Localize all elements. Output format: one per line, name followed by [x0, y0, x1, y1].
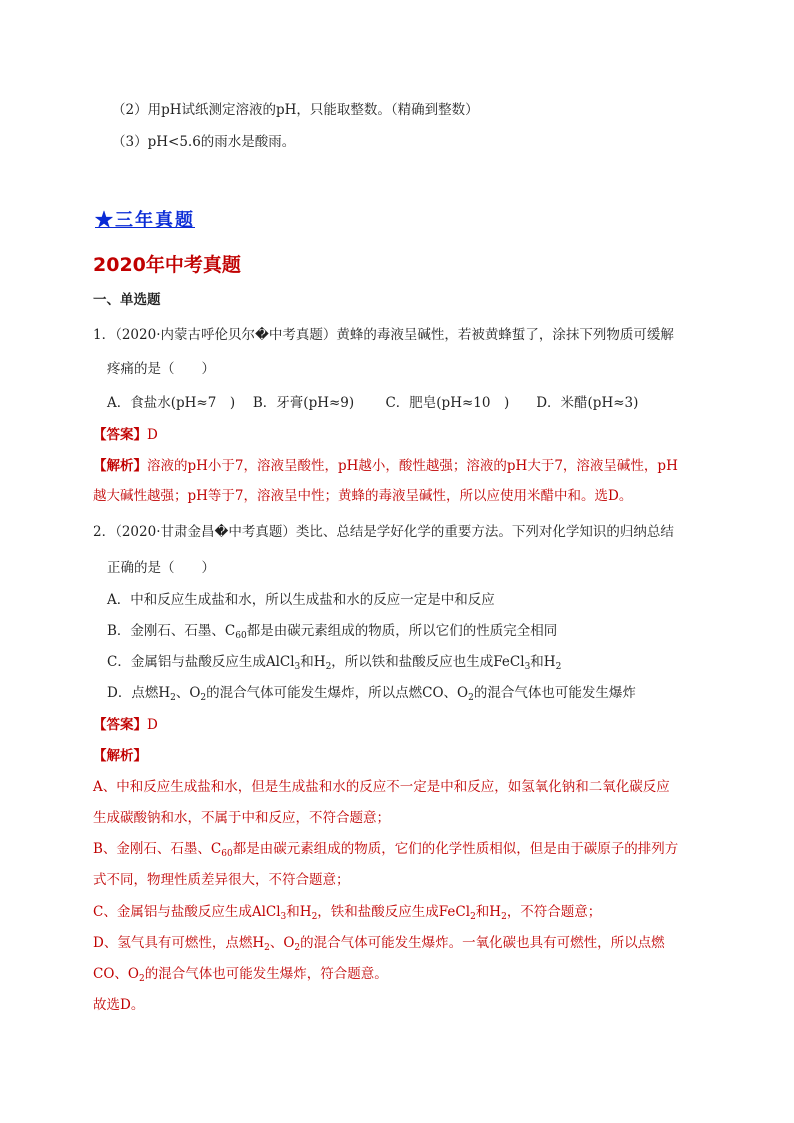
section-title: ★三年真题: [95, 210, 195, 231]
note-3: （3）pH<5.6的雨水是酸雨。: [112, 134, 296, 150]
q2-analysis-tag: 【解析】: [93, 748, 147, 764]
q2-exp-d-line1: D、氢气具有可燃性，点燃$H_2$、$O_2$的混合气体可能发生爆炸。一氧化碳也具有可燃性，所以点燃: [93, 935, 665, 953]
q1-answer: [93, 426, 158, 444]
q1-stem-line2: 疼痛的是（ ）: [107, 361, 215, 377]
answer-value: D: [147, 427, 158, 443]
q2-exp-a-line1: A、中和反应生成盐和水，但是生成盐和水的反应不一定是中和反应，如氢氧化钠和二氧化碳反应: [93, 779, 670, 795]
answer-value: D: [147, 717, 158, 733]
q2-option-b: B．金刚石、石墨、$C_{60}$都是由碳元素组成的物质，所以它们的性质完全相同: [107, 623, 558, 641]
q1-analysis-line1: [93, 457, 678, 475]
note-2: （2）用pH试纸测定溶液的pH，只能取整数。（精确到整数）: [112, 102, 479, 118]
q2-exp-b-line1: B、金刚石、石墨、$C_{60}$都是由碳元素组成的物质，它们的化学性质相似，但是由于碳原子的排列方: [93, 841, 679, 859]
year-title: 2020年中考真题: [93, 254, 241, 276]
q2-exp-a-line2: 生成碳酸钠和水，不属于中和反应，不符合题意；: [93, 810, 390, 826]
q2-exp-d-line2: CO、$O_2$的混合气体也可能发生爆炸，符合题意。: [93, 966, 388, 984]
q1-analysis-line2: 越大碱性越强；pH等于7，溶液呈中性；黄蜂的毒液呈碱性，所以应使用米醋中和。选D。: [93, 488, 633, 504]
q1-stem-line1: 1．（2020·内蒙古呼伦贝尔�中考真题）黄蜂的毒液呈碱性，若被黄蜂蜇了，涂抹下列物质可缓解: [93, 327, 674, 343]
q2-option-d: D．点燃$H_2$、$O_2$的混合气体可能发生爆炸，所以点燃CO、$O_2$的混合气体也可能发生爆炸: [107, 685, 636, 703]
q2-exp-c: C、金属铝与盐酸反应生成AlCl$_3$和$H_2$，铁和盐酸反应生成FeCl$_2$和$H_2$，不符合题意；: [93, 904, 602, 922]
q2-option-c: C．金属铝与盐酸反应生成AlCl$_3$和$H_2$，所以铁和盐酸反应也生成FeCl$_3$和$H_2$: [107, 654, 562, 672]
q2-answer: [93, 716, 158, 734]
q2-exp-b-line2: 式不同，物理性质差异很大，不符合题意；: [93, 872, 350, 888]
q2-option-a: A．中和反应生成盐和水，所以生成盐和水的反应一定是中和反应: [107, 592, 495, 608]
answer-tag: 【答案】: [93, 717, 147, 733]
q1-options: A．食盐水(pH≈7 ) B．牙膏(pH≈9) C．肥皂(pH≈10 ) D．米醋(pH≈3): [107, 395, 639, 411]
answer-tag: 【答案】: [93, 427, 147, 443]
analysis-text: 溶液的pH小于7，溶液呈酸性，pH越小，酸性越强；溶液的pH大于7，溶液呈碱性，pH: [147, 458, 678, 474]
q2-stem-line1: 2．（2020·甘肃金昌�中考真题）类比、总结是学好化学的重要方法。下列对化学知识的归纳总结: [93, 524, 674, 540]
analysis-tag: 【解析】: [93, 458, 147, 474]
q2-stem-line2: 正确的是（ ）: [107, 560, 215, 576]
subsection-title: 一、单选题: [93, 292, 161, 308]
q2-conclusion: 故选D。: [93, 997, 145, 1013]
